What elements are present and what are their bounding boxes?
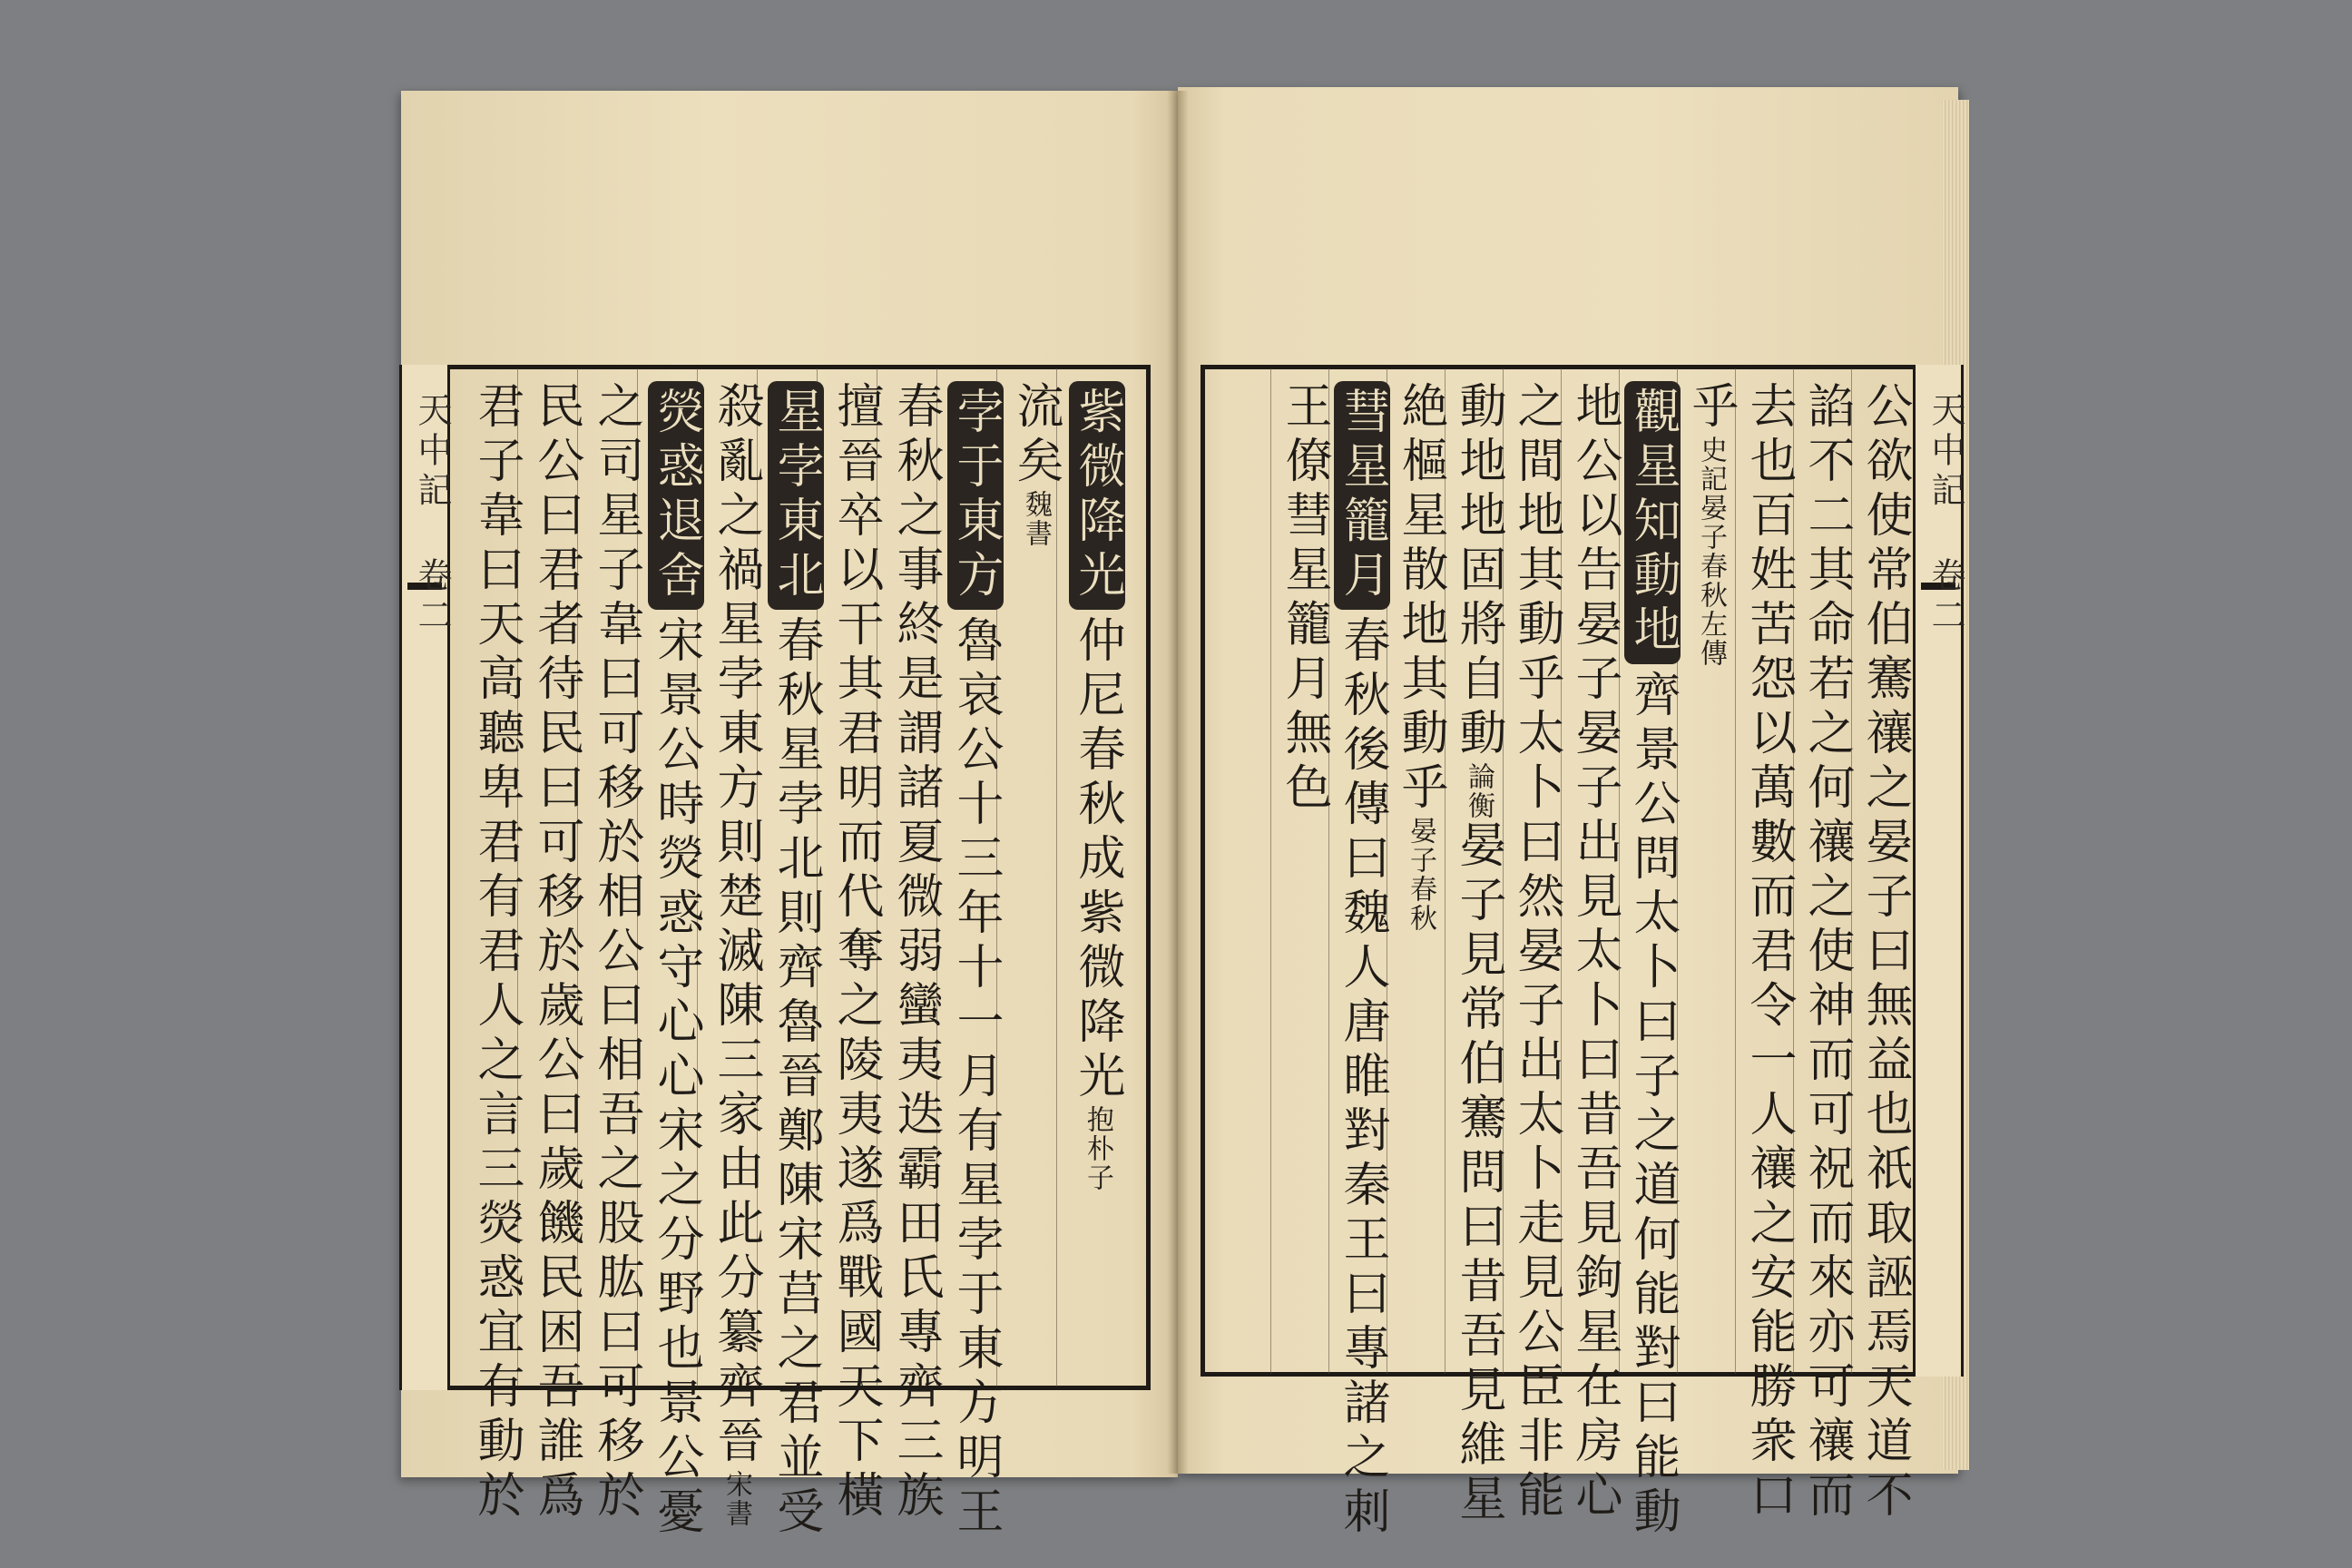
heading-guanxing: 觀星知動地 bbox=[1624, 381, 1681, 664]
right-banxin bbox=[1913, 365, 1964, 1377]
left-col-4: 春秋之事終是謂諸夏微弱蠻夷迭霸田氏專齊三族 bbox=[888, 381, 943, 1524]
source-note: 論衡 bbox=[1463, 762, 1494, 820]
heading-huixing: 彗星籠月 bbox=[1334, 381, 1390, 610]
right-col-3: 去也百姓苦怨以萬數而君令一人禳之安能勝衆口 bbox=[1741, 381, 1796, 1524]
right-col-5: 觀星知動地齊景公問太卜曰子之道何能對曰能動 bbox=[1624, 381, 1681, 1541]
left-col-3: 孛于東方魯哀公十三年十一月有星孛于東方明王 bbox=[947, 381, 1004, 1541]
right-col-10: 彗星籠月春秋後傳曰魏人唐睢對秦王曰專諸之刺 bbox=[1334, 381, 1390, 1541]
heading-ziwei: 紫微降光 bbox=[1069, 381, 1125, 610]
right-col-4-text: 乎 bbox=[1683, 381, 1738, 436]
left-col-7-text: 殺亂之禍星孛東方則楚滅陳三家由此分纂齊晉 bbox=[709, 381, 763, 1470]
right-col-2: 諂不二其命若之何禳之使神而可祝而來亦可禳而 bbox=[1799, 381, 1854, 1524]
left-col-10: 民公曰君者待民曰可移於歲公曰歲饑民困吾誰爲 bbox=[529, 381, 583, 1524]
right-col-11: 王僚彗星籠月無色 bbox=[1277, 381, 1331, 817]
left-col-2-text: 流矣 bbox=[1008, 381, 1063, 490]
left-col-5: 擅晉卒以干其君明而代奪之陵夷遂爲戰國天下橫 bbox=[828, 381, 883, 1524]
right-banxin-title: 天中記 卷二 bbox=[1926, 392, 1965, 637]
right-col-7: 之間地其動乎太卜曰然晏子出太卜走見公臣非能 bbox=[1509, 381, 1563, 1524]
left-col-8: 熒惑退舍宋景公時熒惑守心心宋之分野也景公憂 bbox=[648, 381, 704, 1541]
source-note: 宋書 bbox=[720, 1470, 752, 1528]
heading-yinghuo: 熒惑退舍 bbox=[648, 381, 704, 610]
left-col-6: 星孛東北春秋星孛北則齊魯晉鄭陳宋莒之君並受 bbox=[768, 381, 824, 1541]
source-note: 晏子春秋 bbox=[1405, 817, 1436, 933]
right-col-9 bbox=[1392, 381, 1448, 933]
left-col-11: 君子韋曰天高聽卑君有君人之言三熒惑宜有動於 bbox=[469, 381, 524, 1524]
heading-xingbei: 星孛東北 bbox=[768, 381, 824, 610]
right-col-1: 公欲使常伯騫禳之晏子曰無益也祇取誣焉天道不 bbox=[1857, 381, 1912, 1524]
right-col-6: 地公以告晏子晏子出見太卜曰昔吾見鉤星在房心 bbox=[1567, 381, 1622, 1524]
right-col-9-text: 絶樞星散地其動乎 bbox=[1393, 381, 1447, 817]
left-banxin bbox=[399, 365, 450, 1390]
source-note: 抱朴子 bbox=[1082, 1105, 1113, 1192]
right-col-4 bbox=[1682, 381, 1739, 668]
right-col-8 bbox=[1450, 381, 1506, 1528]
left-col-2 bbox=[1007, 381, 1063, 548]
right-col-8-text: 動地地固將自動 bbox=[1451, 381, 1505, 762]
left-banxin-title: 天中記 卷二 bbox=[412, 392, 452, 637]
heading-bei: 孛于東方 bbox=[947, 381, 1004, 610]
right-col-8-tail: 晏子見常伯騫問曰昔吾見維星 bbox=[1451, 820, 1505, 1528]
left-col-7 bbox=[708, 381, 764, 1528]
source-note: 史記晏子春秋左傳 bbox=[1695, 436, 1727, 668]
book-gutter bbox=[1167, 91, 1189, 1474]
left-col-1: 紫微降光仲尼春秋成紫微降光抱朴子 bbox=[1069, 381, 1125, 1192]
source-note: 魏書 bbox=[1020, 490, 1052, 548]
left-col-9: 之司星子韋曰可移於相公曰相吾之股肱曰可移於 bbox=[589, 381, 643, 1524]
